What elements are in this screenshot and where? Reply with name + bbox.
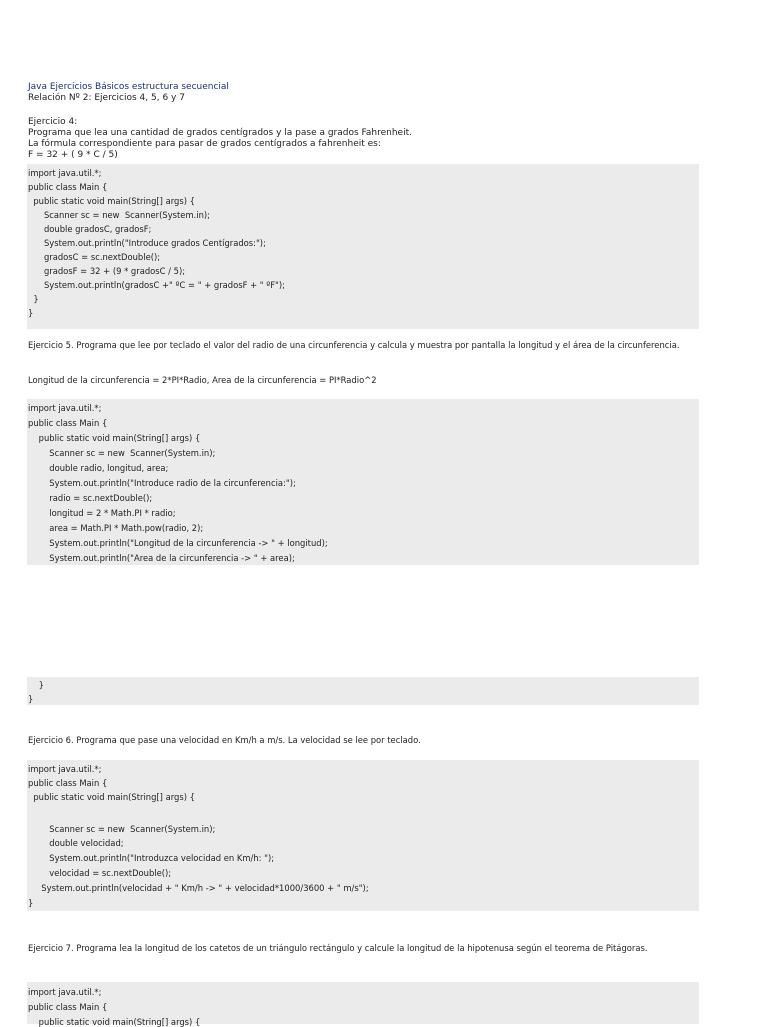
code-line: import java.util.*; (28, 764, 102, 774)
exercise-6-code-block (27, 760, 699, 911)
code-line: public static void main(String[] args) { (28, 196, 195, 206)
code-line: System.out.println("Introduce radio de la circunferencia:"); (28, 478, 296, 488)
code-line: public class Main { (28, 1002, 108, 1012)
code-line: import java.util.*; (28, 403, 102, 413)
exercise-5-code-block (27, 399, 699, 565)
code-line: longitud = 2 * Math.PI * radio; (28, 508, 176, 518)
code-line: } (28, 294, 39, 304)
code-line: public static void main(String[] args) { (28, 792, 195, 802)
code-line: public static void main(String[] args) { (28, 1017, 201, 1027)
code-line: public class Main { (28, 418, 108, 428)
exercise-5-desc: Ejercicio 5. Programa que lee por teclado el valor del radio de una circunferencia y calcula y muestra por pantalla la longitud y el área de la circunferencia. (28, 340, 680, 350)
page-subtitle: Relación Nº 2: Ejercicios 4, 5, 6 y 7 (28, 93, 185, 103)
code-line: System.out.println("Introduzca velocidad en Km/h: "); (28, 853, 275, 863)
exercise-5-code-block-end (27, 677, 699, 705)
code-line: } (28, 898, 34, 908)
exercise-4-desc-line-1: Programa que lea una cantidad de grados centígrados y la pase a grados Fahrenheit. (28, 128, 412, 138)
code-line: double velocidad; (28, 838, 124, 848)
code-line: } (28, 694, 34, 704)
code-line: System.out.println(gradosC +" ºC = " + gradosF + " ºF"); (28, 280, 285, 290)
code-line: radio = sc.nextDouble(); (28, 493, 153, 503)
page-title: Java Ejercicios Básicos estructura secuencial (28, 82, 229, 92)
code-line: System.out.println("Longitud de la circunferencia -> " + longitud); (28, 538, 328, 548)
code-line: Scanner sc = new Scanner(System.in); (28, 824, 216, 834)
code-line: } (28, 680, 44, 690)
code-line: double radio, longitud, area; (28, 463, 169, 473)
exercise-5-formula: Longitud de la circunferencia = 2*PI*Radio, Area de la circunferencia = PI*Radio^2 (28, 375, 377, 385)
code-line: import java.util.*; (28, 168, 102, 178)
code-line: import java.util.*; (28, 987, 102, 997)
exercise-4-desc-line-2: La fórmula correspondiente para pasar de grados centígrados a fahrenheit es: (28, 139, 381, 149)
code-line: area = Math.PI * Math.pow(radio, 2); (28, 523, 204, 533)
code-line: velocidad = sc.nextDouble(); (28, 868, 172, 878)
code-line: public static void main(String[] args) { (28, 433, 201, 443)
code-line: System.out.println(velocidad + " Km/h -> " + velocidad*1000/3600 + " m/s"); (28, 883, 369, 893)
exercise-7-desc: Ejercicio 7. Programa lea la longitud de los catetos de un triángulo rectángulo y calcule la longitud de la hipotenusa según el teorema de Pitágoras. (28, 943, 648, 953)
exercise-4-heading: Ejercicio 4: (28, 117, 78, 127)
exercise-4-code-block (27, 164, 699, 329)
code-line: double gradosC, gradosF; (28, 224, 152, 234)
code-line: Scanner sc = new Scanner(System.in); (28, 448, 216, 458)
code-line: System.out.println("Introduce grados Centígrados:"); (28, 238, 266, 248)
code-line: gradosC = sc.nextDouble(); (28, 252, 161, 262)
code-line: } (28, 308, 34, 318)
code-line: public class Main { (28, 182, 108, 192)
exercise-6-desc: Ejercicio 6. Programa que pase una velocidad en Km/h a m/s. La velocidad se lee por teclado. (28, 735, 421, 745)
exercise-7-code-block (27, 982, 699, 1027)
code-line: System.out.println("Area de la circunferencia -> " + area); (28, 553, 295, 563)
exercise-4-formula: F = 32 + ( 9 * C / 5) (28, 150, 118, 160)
code-line: public class Main { (28, 778, 108, 788)
code-line: gradosF = 32 + (9 * gradosC / 5); (28, 266, 186, 276)
code-line: Scanner sc = new Scanner(System.in); (28, 210, 210, 220)
